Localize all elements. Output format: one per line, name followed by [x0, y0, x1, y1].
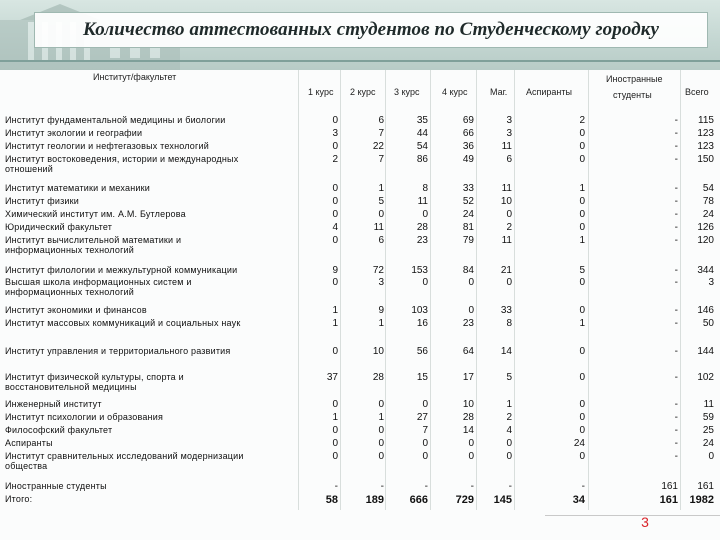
table-cell: 9 — [332, 265, 338, 276]
table-cell: 34 — [572, 494, 585, 506]
table-cell: 10 — [462, 399, 474, 410]
institute-name: Институт сравнительных исследований модернизации — [5, 451, 244, 461]
table-cell: 1 — [332, 305, 338, 316]
table-cell: 145 — [493, 494, 512, 506]
table-cell: 0 — [332, 235, 338, 246]
table-cell: 79 — [462, 235, 474, 246]
table-cell: 0 — [579, 277, 585, 288]
table-cell: 24 — [702, 209, 714, 220]
institute-name: общества — [5, 461, 48, 472]
table-cell: 52 — [462, 196, 474, 207]
table-cell: 1 — [378, 412, 384, 423]
institute-name: Институт психологии и образования — [5, 412, 164, 422]
table-cell: 24 — [462, 209, 474, 220]
table-cell: 50 — [702, 318, 714, 329]
table-cell: 120 — [697, 235, 714, 246]
table-cell: 8 — [422, 183, 428, 194]
table-cell: 59 — [702, 412, 714, 423]
table-cell: 6 — [506, 154, 512, 165]
column-divider — [298, 70, 299, 510]
table-cell: 2 — [506, 222, 512, 233]
table-cell: 33 — [462, 183, 474, 194]
table-cell: 64 — [462, 346, 474, 357]
table-cell: 1 — [378, 318, 384, 329]
institute-name: Институт фундаментальной медицины и биологии — [5, 115, 226, 125]
table-cell: - — [674, 451, 678, 462]
page-title: Количество аттестованных студентов по Студенческому городку — [83, 19, 659, 40]
table-cell: - — [674, 141, 678, 152]
institute-name: информационных технологий — [5, 245, 135, 256]
table-cell: 11 — [501, 235, 512, 246]
table-cell: 7 — [378, 154, 384, 165]
table-cell: 0 — [332, 196, 338, 207]
table-cell: 11 — [373, 222, 384, 233]
table-cell: 36 — [462, 141, 474, 152]
institute-name: Инженерный институт — [5, 399, 102, 409]
table-cell: 0 — [378, 399, 384, 410]
institute-name: восстановительной медицины — [5, 382, 137, 393]
table-cell: 9 — [378, 305, 384, 316]
table-cell: - — [674, 425, 678, 436]
table-cell: 5 — [506, 372, 512, 383]
header-foreign-line1: Иностранные — [606, 74, 663, 84]
table-cell: - — [424, 481, 428, 492]
table-cell: 0 — [506, 438, 512, 449]
table-cell: 0 — [332, 451, 338, 462]
table-cell: - — [674, 265, 678, 276]
table-cell: 0 — [579, 209, 585, 220]
table-cell: 78 — [702, 196, 714, 207]
table-cell: - — [674, 372, 678, 383]
table-cell: 0 — [378, 425, 384, 436]
table-cell: 72 — [372, 265, 384, 276]
table-cell: 2 — [332, 154, 338, 165]
table-cell: 49 — [462, 154, 474, 165]
table-cell: 11 — [501, 141, 512, 152]
header-foreign-line2: студенты — [613, 90, 652, 100]
table-cell: - — [674, 183, 678, 194]
institute-name: информационных технологий — [5, 287, 135, 298]
table-cell: 0 — [332, 399, 338, 410]
table-cell: 1 — [332, 412, 338, 423]
table-cell: 14 — [462, 425, 474, 436]
table-cell: 7 — [422, 425, 428, 436]
institute-name: Институт геологии и нефтегазовых технологий — [5, 141, 209, 151]
table-cell: 6 — [378, 115, 384, 126]
table-cell: 33 — [500, 305, 512, 316]
table-cell: 24 — [573, 438, 585, 449]
table-cell: 44 — [416, 128, 428, 139]
table-cell: 0 — [332, 346, 338, 357]
table-cell: 0 — [579, 346, 585, 357]
institute-name: Институт филологии и межкультурной коммуникации — [5, 265, 238, 275]
table-cell: - — [674, 209, 678, 220]
table-cell: 5 — [579, 265, 585, 276]
table-cell: 0 — [579, 425, 585, 436]
table-cell: 0 — [378, 209, 384, 220]
table-cell: 146 — [697, 305, 714, 316]
table-cell: 0 — [579, 305, 585, 316]
institute-name: отношений — [5, 164, 53, 175]
table-cell: 1 — [506, 399, 512, 410]
table-cell: - — [674, 128, 678, 139]
table-cell: 8 — [506, 318, 512, 329]
table-cell: - — [674, 346, 678, 357]
table-cell: 16 — [416, 318, 428, 329]
header-course-2: 2 курс — [350, 87, 376, 97]
table-cell: 189 — [365, 494, 384, 506]
table-cell: 0 — [579, 451, 585, 462]
table-cell: 150 — [697, 154, 714, 165]
table-cell: 3 — [506, 115, 512, 126]
table-cell: 161 — [697, 481, 714, 492]
header-course-1: 1 курс — [308, 87, 334, 97]
table-cell: - — [674, 438, 678, 449]
institute-name: Институт физической культуры, спорта и — [5, 372, 184, 382]
table-cell: 0 — [332, 183, 338, 194]
institute-name: Институт математики и механики — [5, 183, 150, 193]
table-cell: 54 — [416, 141, 428, 152]
title-bar — [34, 12, 708, 48]
table-cell: 24 — [702, 438, 714, 449]
table-cell: 11 — [501, 183, 512, 194]
table-cell: 15 — [416, 372, 428, 383]
table-cell: 22 — [372, 141, 384, 152]
table-cell: 0 — [579, 372, 585, 383]
table-cell: - — [508, 481, 512, 492]
table-cell: 115 — [698, 115, 714, 126]
table-cell: 0 — [468, 277, 474, 288]
table-cell: 58 — [325, 494, 338, 506]
table-cell: - — [581, 481, 585, 492]
table-cell: 144 — [697, 346, 714, 357]
table-cell: 86 — [416, 154, 428, 165]
table-cell: 102 — [697, 372, 714, 383]
table-cell: 1 — [579, 318, 585, 329]
table-cell: 7 — [378, 128, 384, 139]
table-cell: 666 — [409, 494, 428, 506]
table-cell: 0 — [332, 425, 338, 436]
table-cell: 28 — [462, 412, 474, 423]
table-cell: 17 — [462, 372, 474, 383]
table-cell: - — [674, 115, 678, 126]
table-cell: 3 — [708, 277, 714, 288]
table-cell: 0 — [506, 209, 512, 220]
table-cell: 1 — [579, 183, 585, 194]
table-cell: 161 — [659, 494, 678, 506]
table-cell: 0 — [332, 115, 338, 126]
table-cell: 1 — [332, 318, 338, 329]
table-cell: 0 — [468, 305, 474, 316]
table-cell: 0 — [422, 451, 428, 462]
table-cell: 153 — [411, 265, 428, 276]
table-cell: 0 — [378, 451, 384, 462]
table-cell: 54 — [702, 183, 714, 194]
column-divider — [476, 70, 477, 510]
institute-name: Итого: — [5, 494, 33, 504]
table-cell: - — [674, 305, 678, 316]
table-cell: 0 — [579, 222, 585, 233]
table-cell: 81 — [462, 222, 474, 233]
table-cell: 3 — [332, 128, 338, 139]
table-cell: 0 — [332, 277, 338, 288]
table-cell: 123 — [697, 141, 714, 152]
column-divider — [430, 70, 431, 510]
table-cell: 0 — [579, 196, 585, 207]
table-cell: 4 — [506, 425, 512, 436]
page-number: 3 — [641, 514, 649, 530]
table-cell: - — [334, 481, 338, 492]
table-cell: 161 — [661, 481, 678, 492]
institute-name: Иностранные студенты — [5, 481, 107, 491]
table-cell: - — [674, 412, 678, 423]
table-cell: - — [674, 222, 678, 233]
table-cell: 0 — [579, 399, 585, 410]
table-cell: 2 — [579, 115, 585, 126]
table-cell: 35 — [416, 115, 428, 126]
institute-name: Химический институт им. А.М. Бутлерова — [5, 209, 186, 219]
table-cell: 25 — [702, 425, 714, 436]
table-cell: - — [674, 399, 678, 410]
table-cell: - — [674, 154, 678, 165]
table-cell: 0 — [422, 209, 428, 220]
table-cell: 3 — [506, 128, 512, 139]
table-cell: 23 — [462, 318, 474, 329]
table-cell: 123 — [697, 128, 714, 139]
table-cell: 1 — [579, 235, 585, 246]
table-cell: 28 — [416, 222, 428, 233]
table-cell: - — [470, 481, 474, 492]
table-cell: - — [380, 481, 384, 492]
institute-name: Институт управления и территориального развития — [5, 346, 231, 356]
table-cell: 0 — [422, 277, 428, 288]
table-cell: 0 — [332, 141, 338, 152]
table-cell: 10 — [500, 196, 512, 207]
table-cell: 37 — [326, 372, 338, 383]
institute-name: Философский факультет — [5, 425, 113, 435]
institute-name: Институт вычислительной математики и — [5, 235, 182, 245]
table-cell: 2 — [506, 412, 512, 423]
attestation-table — [0, 70, 720, 540]
table-cell: 10 — [372, 346, 384, 357]
column-divider — [588, 70, 589, 510]
table-cell: 0 — [506, 451, 512, 462]
table-cell: 0 — [378, 438, 384, 449]
table-cell: 0 — [506, 277, 512, 288]
table-cell: 0 — [579, 128, 585, 139]
institute-name: Институт экологии и географии — [5, 128, 143, 138]
table-cell: 28 — [372, 372, 384, 383]
table-cell: 0 — [708, 451, 714, 462]
table-cell: 84 — [462, 265, 474, 276]
title-divider — [0, 60, 720, 62]
table-cell: 0 — [468, 438, 474, 449]
table-cell: 126 — [697, 222, 714, 233]
table-cell: 0 — [468, 451, 474, 462]
table-cell: 27 — [416, 412, 428, 423]
table-cell: 1 — [378, 183, 384, 194]
table-cell: - — [674, 196, 678, 207]
header-institute: Институт/факультет — [93, 72, 177, 82]
table-cell: 5 — [378, 196, 384, 207]
table-cell: 0 — [332, 438, 338, 449]
column-divider — [514, 70, 515, 510]
institute-name: Институт экономики и финансов — [5, 305, 147, 315]
table-cell: 0 — [332, 209, 338, 220]
institute-name: Институт массовых коммуникаций и социальных наук — [5, 318, 241, 328]
header-master: Маг. — [490, 87, 508, 97]
institute-name: Юридический факультет — [5, 222, 113, 232]
table-cell: 11 — [417, 196, 428, 207]
column-divider — [680, 70, 681, 510]
table-cell: 21 — [500, 265, 512, 276]
header-postgrad: Аспиранты — [526, 87, 572, 97]
institute-name: Высшая школа информационных систем и — [5, 277, 192, 287]
header-course-4: 4 курс — [442, 87, 468, 97]
column-divider — [385, 70, 386, 510]
institute-name: Институт физики — [5, 196, 79, 206]
table-cell: 344 — [697, 265, 714, 276]
table-cell: 1982 — [689, 494, 714, 506]
header-total: Всего — [685, 87, 709, 97]
table-cell: 0 — [579, 154, 585, 165]
table-cell: 69 — [462, 115, 474, 126]
table-cell: 0 — [422, 438, 428, 449]
table-cell: 0 — [579, 412, 585, 423]
table-cell: 66 — [462, 128, 474, 139]
table-cell: 0 — [579, 141, 585, 152]
table-cell: 14 — [500, 346, 512, 357]
table-cell: - — [674, 318, 678, 329]
table-cell: 103 — [411, 305, 428, 316]
institute-name: Аспиранты — [5, 438, 53, 448]
table-cell: 56 — [416, 346, 428, 357]
table-cell: 0 — [422, 399, 428, 410]
column-divider — [340, 70, 341, 510]
header-course-3: 3 курс — [394, 87, 420, 97]
institute-name: Институт востоковедения, истории и международных — [5, 154, 239, 164]
table-cell: 3 — [378, 277, 384, 288]
table-cell: 4 — [332, 222, 338, 233]
table-cell: 6 — [378, 235, 384, 246]
table-cell: 11 — [703, 399, 714, 410]
header-band — [0, 0, 720, 70]
table-cell: - — [674, 235, 678, 246]
table-cell: 729 — [455, 494, 474, 506]
table-cell: - — [674, 277, 678, 288]
table-cell: 23 — [416, 235, 428, 246]
